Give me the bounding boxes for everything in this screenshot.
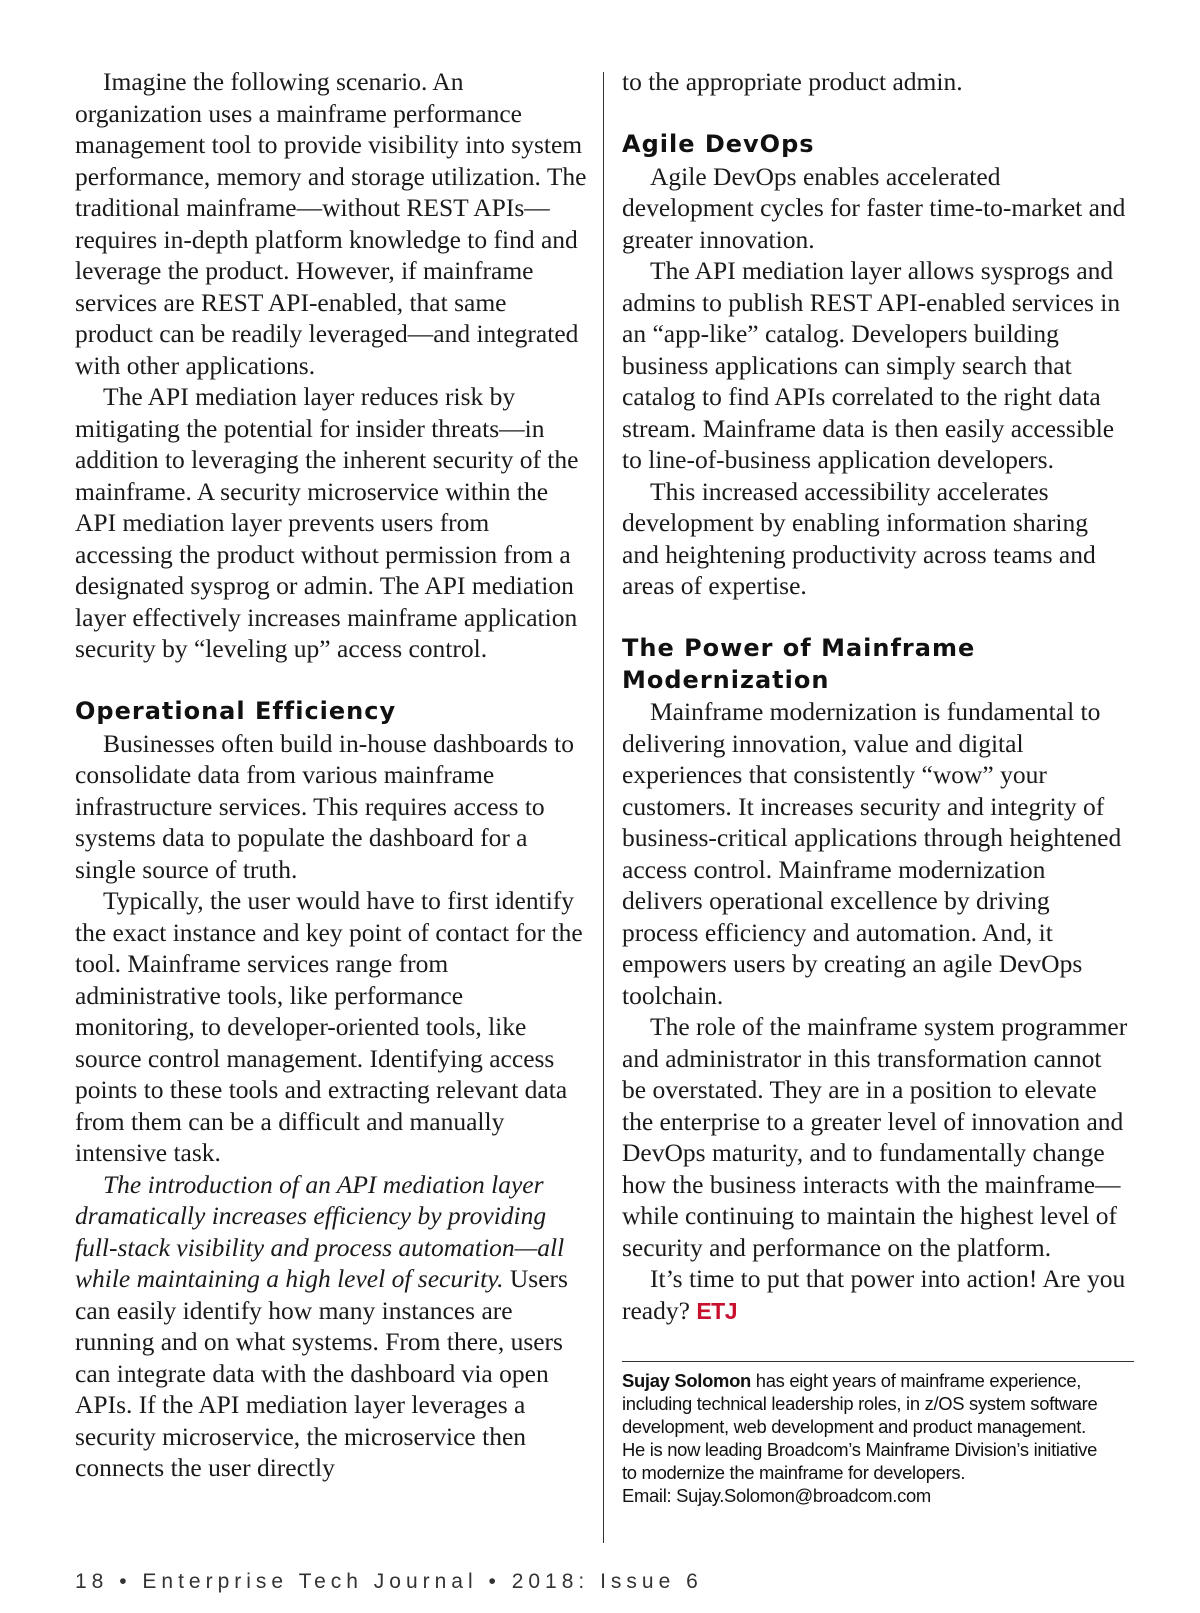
- bio-line-2: including technical leadership roles, in z/OS system software: [622, 1393, 1098, 1414]
- author-bio: [622, 1369, 1130, 1507]
- left-column: [75, 66, 587, 1484]
- page-footer: [75, 1570, 703, 1594]
- heading-line-2: Modernization: [622, 665, 830, 694]
- heading-power-of-modernization: [622, 633, 1130, 696]
- paragraph-dashboards: Businesses often build in-house dashboards to consolidate data from various mainframe infrastructure services. This requires access to systems data to populate the dashboard for a single source of truth.: [75, 728, 574, 884]
- heading-line-1: The Power of Mainframe: [622, 634, 976, 662]
- paragraph-role: The role of the mainframe system programmer and administrator in this transformation cannot be overstated. They are in a position to elevate the enterprise to a greater level of innovation and DevOps maturity, and to fundamentally change how the business interacts with the mainframe—while continuing to maintain the highest level of security and performance on the platform.: [622, 1012, 1128, 1262]
- heading-agile-devops: Agile DevOps: [622, 130, 815, 158]
- footer-bullet: •: [119, 1570, 132, 1593]
- bio-line-1: [622, 1369, 1130, 1392]
- author-email: Email: Sujay.Solomon@broadcom.com: [622, 1485, 931, 1506]
- bio-line-3: development, web development and product management.: [622, 1416, 1086, 1437]
- bio-line-4: He is now leading Broadcom’s Mainframe Division’s initiative: [622, 1439, 1098, 1460]
- paragraph-closing-text: It’s time to put that power into action! Are you ready?: [622, 1264, 1126, 1325]
- etj-end-mark: ETJ: [696, 1297, 738, 1324]
- bio-rule: [622, 1361, 1134, 1362]
- paragraph-scenario: Imagine the following scenario. An organization uses a mainframe performance management tool to provide visibility into system performance, memory and storage utilization. The traditional mainframe—without REST APIs—requires in-depth platform knowledge to find and leverage the product. However, if mainframe services are REST API-enabled, that same product can be readily leveraged—and integrated with other applications.: [75, 67, 587, 380]
- bio-line-5: to modernize the mainframe for developers.: [622, 1462, 966, 1483]
- paragraph-catalog: The API mediation layer allows sysprogs and admins to publish REST API-enabled services in an “app-like” catalog. Developers building business applications can simply search that catalog to find APIs correlated to the right data stream. Mainframe data is then easily accessible to line-of-business application developers.: [622, 256, 1121, 474]
- spacer: [75, 665, 587, 697]
- paragraph-risk: The API mediation layer reduces risk by mitigating the potential for insider threats—in addition to leveraging the inherent security of the mainframe. A security microservice within the API mediation layer prevents users from accessing the product without permission from a designated sysprog or admin. The API mediation layer effectively increases mainframe application security by “leveling up” access control.: [75, 382, 579, 663]
- issue-label: 2018: Issue 6: [511, 1570, 703, 1593]
- paragraph-introduction-rest: Users can easily identify how many instances are running and on what systems. From there, users can integrate data with the dashboard via open APIs. If the API mediation layer leverages a security microservice, the microservice then connects the user directly: [75, 1264, 568, 1482]
- bio-line-1-text: has eight years of mainframe experience,: [750, 1370, 1082, 1391]
- paragraph-typically: Typically, the user would have to first identify the exact instance and key point of contact for the tool. Mainframe services range from administrative tools, like performance monitoring, to developer-oriented tools, like source control management. Identifying access points to these tools and extracting relevant data from them can be a difficult and manually intensive task.: [75, 886, 583, 1167]
- paragraph-agile: Agile DevOps enables accelerated development cycles for faster time-to-market and greater innovation.: [622, 161, 1126, 254]
- footer-bullet: •: [488, 1570, 501, 1593]
- spacer: [622, 98, 1130, 130]
- spacer: [622, 602, 1130, 634]
- paragraph-modernization: Mainframe modernization is fundamental to delivering innovation, value and digital experiences that consistently “wow” your customers. It increases security and integrity of business-critical applications through heightened access control. Mainframe modernization delivers operational excellence by driving process efficiency and automation. And, it empowers users by creating an agile DevOps toolchain.: [622, 697, 1122, 1010]
- heading-operational-efficiency: Operational Efficiency: [75, 697, 397, 725]
- column-divider: [603, 72, 604, 1543]
- right-column: [622, 66, 1130, 1507]
- paragraph-closing: [622, 1263, 1130, 1327]
- paragraph-accessibility: This increased accessibility accelerates development by enabling information sharing and heightening productivity across teams and areas of expertise.: [622, 476, 1096, 600]
- italic-emphasis: The introduction of an API mediation layer dramatically increases efficiency by providing full-stack visibility and process automation—all while maintaining a high level of security.: [75, 1169, 565, 1293]
- paragraph-continuation: to the appropriate product admin.: [622, 67, 963, 96]
- page-number: 18: [75, 1570, 109, 1593]
- author-name: Sujay Solomon: [622, 1370, 751, 1391]
- paragraph-introduction: [75, 1169, 587, 1484]
- publication-name: Enterprise Tech Journal: [142, 1570, 478, 1593]
